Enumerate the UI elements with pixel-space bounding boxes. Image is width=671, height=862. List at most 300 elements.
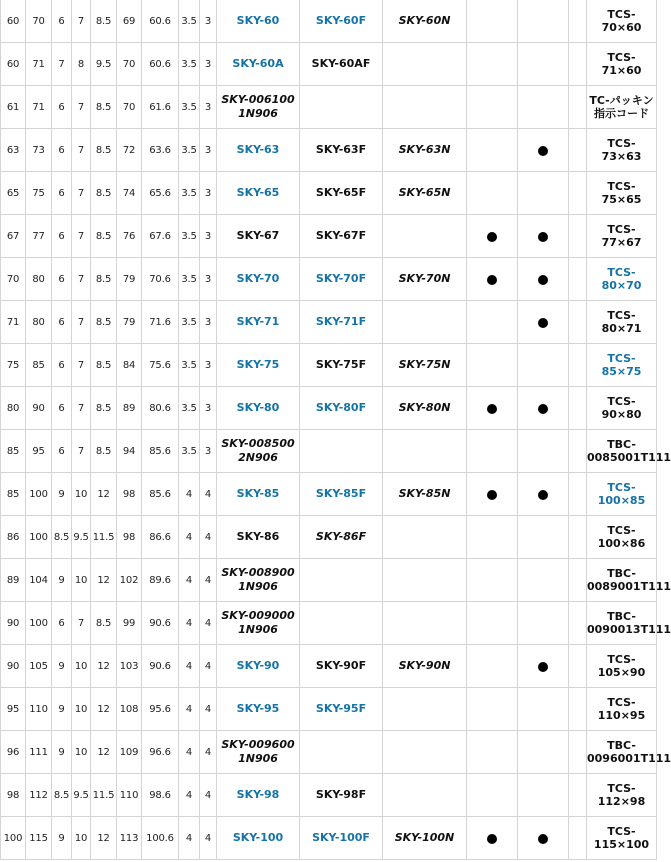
dimension-cell: 90 bbox=[1, 645, 26, 688]
availability-cell bbox=[518, 774, 569, 817]
dimension-cell: 100 bbox=[26, 516, 52, 559]
availability-cell bbox=[518, 430, 569, 473]
availability-cell bbox=[467, 645, 518, 688]
dimension-cell: 10 bbox=[72, 688, 91, 731]
model-link[interactable]: SKY-98 bbox=[236, 788, 280, 801]
blank-cell bbox=[569, 688, 587, 731]
table-row bbox=[1, 688, 657, 731]
table-row bbox=[1, 258, 657, 301]
dimension-cell: 8.5 bbox=[52, 774, 72, 817]
model-label: SKY-86 bbox=[236, 530, 280, 543]
dimension-cell: 12 bbox=[91, 645, 117, 688]
availability-cell bbox=[518, 0, 569, 43]
model-link[interactable]: SKY-63 bbox=[236, 143, 280, 156]
tc-code-cell[interactable] bbox=[587, 473, 657, 516]
availability-cell bbox=[467, 129, 518, 172]
blank-cell bbox=[569, 0, 587, 43]
dimension-cell: 75.6 bbox=[142, 344, 179, 387]
dimension-cell: 4 bbox=[179, 688, 200, 731]
tc-code-line: 100×86 bbox=[597, 537, 646, 550]
dimension-cell: 65.6 bbox=[142, 172, 179, 215]
model-cell bbox=[300, 430, 383, 473]
model-label: SKY-90F bbox=[315, 659, 367, 672]
dimension-cell: 98 bbox=[117, 516, 142, 559]
dimension-cell: 8.5 bbox=[91, 430, 117, 473]
dimension-cell: 7 bbox=[72, 129, 91, 172]
model-link[interactable]: SKY-60F bbox=[315, 14, 367, 27]
model-cell[interactable] bbox=[217, 774, 300, 817]
dimension-cell: 99 bbox=[117, 602, 142, 645]
model-link[interactable]: SKY-75 bbox=[236, 358, 280, 371]
dimension-cell: 8 bbox=[72, 43, 91, 86]
dimension-cell: 70 bbox=[26, 0, 52, 43]
model-cell[interactable] bbox=[300, 473, 383, 516]
dimension-cell: 4 bbox=[200, 645, 217, 688]
model-cell[interactable] bbox=[300, 817, 383, 860]
dimension-cell: 98 bbox=[117, 473, 142, 516]
dimension-cell: 61 bbox=[1, 86, 26, 129]
tc-code-line[interactable]: 80×70 bbox=[601, 279, 642, 292]
tc-code-line[interactable]: TCS- bbox=[607, 352, 636, 365]
dimension-cell: 4 bbox=[179, 817, 200, 860]
model-cell bbox=[217, 86, 300, 129]
model-cell bbox=[383, 516, 467, 559]
model-cell bbox=[300, 215, 383, 258]
dimension-cell: 6 bbox=[52, 86, 72, 129]
dimension-cell: 102 bbox=[117, 559, 142, 602]
dimension-cell: 100 bbox=[1, 817, 26, 860]
dimension-cell: 85.6 bbox=[142, 473, 179, 516]
model-cell[interactable] bbox=[217, 645, 300, 688]
dimension-cell: 85 bbox=[1, 430, 26, 473]
dimension-cell: 3.5 bbox=[179, 301, 200, 344]
dimension-cell: 7 bbox=[72, 0, 91, 43]
dimension-cell: 95 bbox=[26, 430, 52, 473]
dimension-cell: 70 bbox=[1, 258, 26, 301]
availability-cell bbox=[467, 344, 518, 387]
dimension-cell: 72 bbox=[117, 129, 142, 172]
blank-cell bbox=[569, 774, 587, 817]
table-row bbox=[1, 559, 657, 602]
dimension-cell: 74 bbox=[117, 172, 142, 215]
tc-code-line: TCS- bbox=[607, 696, 636, 709]
model-label: SKY-0061001N906 bbox=[221, 93, 295, 120]
dimension-cell: 8.5 bbox=[91, 129, 117, 172]
model-cell bbox=[217, 731, 300, 774]
dimension-cell: 3.5 bbox=[179, 344, 200, 387]
model-label: SKY-75N bbox=[398, 358, 451, 371]
model-cell[interactable] bbox=[217, 258, 300, 301]
dimension-cell: 71 bbox=[1, 301, 26, 344]
availability-cell bbox=[467, 602, 518, 645]
dimension-cell: 4 bbox=[200, 688, 217, 731]
dimension-cell: 7 bbox=[72, 86, 91, 129]
tc-code-line: TBC- bbox=[607, 567, 636, 580]
model-cell bbox=[383, 129, 467, 172]
filled-circle-icon bbox=[538, 146, 548, 156]
model-cell bbox=[383, 602, 467, 645]
model-link[interactable]: SKY-90 bbox=[236, 659, 280, 672]
availability-cell bbox=[518, 559, 569, 602]
dimension-cell: 63 bbox=[1, 129, 26, 172]
dimension-cell: 4 bbox=[200, 516, 217, 559]
blank-cell bbox=[569, 344, 587, 387]
model-cell bbox=[300, 129, 383, 172]
dimension-cell: 11.5 bbox=[91, 774, 117, 817]
tc-code-cell bbox=[587, 774, 657, 817]
dimension-cell: 7 bbox=[72, 215, 91, 258]
filled-circle-icon bbox=[538, 232, 548, 242]
dimension-cell: 3.5 bbox=[179, 387, 200, 430]
model-cell bbox=[300, 43, 383, 86]
blank-cell bbox=[569, 602, 587, 645]
availability-cell bbox=[467, 86, 518, 129]
tc-code-cell bbox=[587, 43, 657, 86]
availability-cell bbox=[467, 43, 518, 86]
model-link[interactable]: SKY-80 bbox=[236, 401, 280, 414]
dimension-cell: 3 bbox=[200, 172, 217, 215]
model-label: SKY-60AF bbox=[311, 57, 371, 70]
availability-cell bbox=[518, 645, 569, 688]
dimension-cell: 9 bbox=[52, 645, 72, 688]
tc-code-line: TCS- bbox=[607, 524, 636, 537]
dimension-cell: 6 bbox=[52, 301, 72, 344]
dimension-cell: 8.5 bbox=[91, 387, 117, 430]
tc-code-cell bbox=[587, 688, 657, 731]
model-cell[interactable] bbox=[217, 43, 300, 86]
availability-cell bbox=[467, 817, 518, 860]
table-row bbox=[1, 817, 657, 860]
model-cell bbox=[383, 172, 467, 215]
dimension-cell: 103 bbox=[117, 645, 142, 688]
model-cell bbox=[300, 774, 383, 817]
model-cell bbox=[300, 645, 383, 688]
model-link[interactable]: SKY-71F bbox=[315, 315, 367, 328]
model-cell bbox=[383, 0, 467, 43]
dimension-cell: 70 bbox=[117, 43, 142, 86]
tc-code-line: TBC- bbox=[607, 610, 636, 623]
blank-cell bbox=[569, 258, 587, 301]
tc-code-cell bbox=[587, 645, 657, 688]
dimension-cell: 104 bbox=[26, 559, 52, 602]
dimension-cell: 3 bbox=[200, 129, 217, 172]
model-label: SKY-0089001N906 bbox=[221, 566, 295, 593]
dimension-cell: 80 bbox=[26, 258, 52, 301]
model-cell[interactable] bbox=[217, 387, 300, 430]
model-label: SKY-90N bbox=[398, 659, 451, 672]
model-label: SKY-67 bbox=[236, 229, 280, 242]
availability-cell bbox=[467, 387, 518, 430]
dimension-cell: 70.6 bbox=[142, 258, 179, 301]
dimension-cell: 95.6 bbox=[142, 688, 179, 731]
dimension-cell: 86 bbox=[1, 516, 26, 559]
model-link[interactable]: SKY-100F bbox=[312, 831, 370, 844]
dimension-cell: 6 bbox=[52, 215, 72, 258]
dimension-cell: 8.5 bbox=[91, 215, 117, 258]
dimension-cell: 3 bbox=[200, 43, 217, 86]
dimension-cell: 90.6 bbox=[142, 602, 179, 645]
dimension-cell: 112 bbox=[26, 774, 52, 817]
model-cell bbox=[383, 43, 467, 86]
dimension-cell: 96 bbox=[1, 731, 26, 774]
dimension-cell: 84 bbox=[117, 344, 142, 387]
dimension-cell: 71.6 bbox=[142, 301, 179, 344]
tc-code-line: TCS- bbox=[607, 309, 636, 322]
tc-code-cell bbox=[587, 731, 671, 774]
dimension-cell: 90 bbox=[1, 602, 26, 645]
dimension-cell: 3.5 bbox=[179, 258, 200, 301]
model-link[interactable]: SKY-100 bbox=[232, 831, 284, 844]
model-link[interactable]: SKY-95F bbox=[315, 702, 367, 715]
dimension-cell: 89 bbox=[117, 387, 142, 430]
tc-code-line: 115×100 bbox=[593, 838, 650, 851]
model-cell[interactable] bbox=[300, 301, 383, 344]
dimension-cell: 3 bbox=[200, 86, 217, 129]
tc-code-line[interactable]: TCS- bbox=[607, 266, 636, 279]
model-cell bbox=[383, 258, 467, 301]
dimension-cell: 12 bbox=[91, 688, 117, 731]
dimension-cell: 113 bbox=[117, 817, 142, 860]
dimension-cell: 95 bbox=[1, 688, 26, 731]
model-cell[interactable] bbox=[217, 0, 300, 43]
dimension-cell: 3 bbox=[200, 215, 217, 258]
dimension-cell: 6 bbox=[52, 172, 72, 215]
dimension-cell: 61.6 bbox=[142, 86, 179, 129]
model-link[interactable]: SKY-65 bbox=[236, 186, 280, 199]
model-link[interactable]: SKY-60 bbox=[236, 14, 280, 27]
model-cell[interactable] bbox=[300, 0, 383, 43]
table-row bbox=[1, 387, 657, 430]
dimension-cell: 4 bbox=[179, 645, 200, 688]
dimension-cell: 7 bbox=[72, 258, 91, 301]
table-row bbox=[1, 43, 657, 86]
availability-cell bbox=[518, 473, 569, 516]
table-row bbox=[1, 516, 657, 559]
dimension-cell: 6 bbox=[52, 344, 72, 387]
model-cell[interactable] bbox=[217, 172, 300, 215]
filled-circle-icon bbox=[487, 404, 497, 414]
table-row bbox=[1, 129, 657, 172]
model-cell[interactable] bbox=[217, 688, 300, 731]
model-label: SKY-86F bbox=[315, 530, 367, 543]
dimension-cell: 9 bbox=[52, 559, 72, 602]
blank-cell bbox=[569, 473, 587, 516]
filled-circle-icon bbox=[538, 490, 548, 500]
availability-cell bbox=[518, 301, 569, 344]
filled-circle-icon bbox=[487, 275, 497, 285]
dimension-cell: 76 bbox=[117, 215, 142, 258]
model-label: SKY-75F bbox=[315, 358, 367, 371]
tc-code-cell bbox=[587, 387, 657, 430]
table-row bbox=[1, 774, 657, 817]
tc-code-line: 73×63 bbox=[601, 150, 642, 163]
availability-cell bbox=[467, 0, 518, 43]
dimension-cell: 12 bbox=[91, 559, 117, 602]
dimension-cell: 10 bbox=[72, 473, 91, 516]
dimension-cell: 3.5 bbox=[179, 86, 200, 129]
tc-code-line: TCS- bbox=[607, 223, 636, 236]
model-cell bbox=[383, 387, 467, 430]
dimension-cell: 89.6 bbox=[142, 559, 179, 602]
dimension-cell: 77 bbox=[26, 215, 52, 258]
model-label: SKY-65F bbox=[315, 186, 367, 199]
dimension-cell: 7 bbox=[72, 344, 91, 387]
availability-cell bbox=[467, 559, 518, 602]
dimension-cell: 4 bbox=[200, 559, 217, 602]
dimension-cell: 8.5 bbox=[91, 344, 117, 387]
availability-cell bbox=[518, 731, 569, 774]
dimension-cell: 12 bbox=[91, 473, 117, 516]
model-link[interactable]: SKY-60A bbox=[232, 57, 284, 70]
dimension-cell: 9 bbox=[52, 473, 72, 516]
model-link[interactable]: SKY-95 bbox=[236, 702, 280, 715]
dimension-cell: 9.5 bbox=[72, 774, 91, 817]
model-link[interactable]: SKY-70F bbox=[315, 272, 367, 285]
availability-cell bbox=[467, 774, 518, 817]
tc-code-line: 80×71 bbox=[601, 322, 642, 335]
dimension-cell: 8.5 bbox=[91, 301, 117, 344]
model-cell[interactable] bbox=[217, 301, 300, 344]
availability-cell bbox=[467, 516, 518, 559]
availability-cell bbox=[518, 258, 569, 301]
tc-code-line: TCS- bbox=[607, 395, 636, 408]
blank-cell bbox=[569, 301, 587, 344]
model-cell[interactable] bbox=[300, 688, 383, 731]
tc-code-line: TCS- bbox=[607, 653, 636, 666]
tc-code-cell bbox=[587, 172, 657, 215]
filled-circle-icon bbox=[538, 318, 548, 328]
availability-cell bbox=[467, 215, 518, 258]
tc-code-line[interactable]: TCS- bbox=[607, 481, 636, 494]
dimension-cell: 9 bbox=[52, 688, 72, 731]
blank-cell bbox=[569, 731, 587, 774]
availability-cell bbox=[467, 172, 518, 215]
availability-cell bbox=[467, 301, 518, 344]
dimension-cell: 63.6 bbox=[142, 129, 179, 172]
model-cell[interactable] bbox=[300, 387, 383, 430]
tc-code-cell[interactable] bbox=[587, 344, 657, 387]
dimension-cell: 4 bbox=[200, 473, 217, 516]
tc-code-line: TCS- bbox=[607, 137, 636, 150]
model-label: SKY-85N bbox=[398, 487, 451, 500]
availability-cell bbox=[518, 387, 569, 430]
model-cell bbox=[217, 430, 300, 473]
dimension-cell: 115 bbox=[26, 817, 52, 860]
dimension-cell: 4 bbox=[179, 473, 200, 516]
tc-code-cell bbox=[587, 516, 657, 559]
model-cell bbox=[300, 559, 383, 602]
tc-code-line: TCS- bbox=[607, 782, 636, 795]
dimension-cell: 60.6 bbox=[142, 0, 179, 43]
dimension-cell: 70 bbox=[117, 86, 142, 129]
dimension-cell: 4 bbox=[200, 817, 217, 860]
dimension-cell: 79 bbox=[117, 258, 142, 301]
tc-code-line: 77×67 bbox=[601, 236, 642, 249]
blank-cell bbox=[569, 129, 587, 172]
model-cell bbox=[300, 344, 383, 387]
dimension-cell: 100.6 bbox=[142, 817, 179, 860]
model-link[interactable]: SKY-85F bbox=[315, 487, 367, 500]
tc-code-cell bbox=[587, 86, 657, 129]
tc-code-cell bbox=[587, 301, 657, 344]
tc-code-line: TCS- bbox=[607, 825, 636, 838]
availability-cell bbox=[467, 731, 518, 774]
tc-code-line: TBC- bbox=[607, 739, 636, 752]
filled-circle-icon bbox=[538, 275, 548, 285]
model-cell bbox=[383, 430, 467, 473]
availability-cell bbox=[518, 215, 569, 258]
dimension-cell: 4 bbox=[179, 559, 200, 602]
model-cell bbox=[383, 301, 467, 344]
dimension-cell: 8.5 bbox=[52, 516, 72, 559]
model-cell[interactable] bbox=[217, 473, 300, 516]
model-cell[interactable] bbox=[300, 258, 383, 301]
model-link[interactable]: SKY-80F bbox=[315, 401, 367, 414]
dimension-cell: 7 bbox=[72, 172, 91, 215]
model-cell bbox=[383, 559, 467, 602]
dimension-cell: 80.6 bbox=[142, 387, 179, 430]
filled-circle-icon bbox=[487, 490, 497, 500]
dimension-cell: 3 bbox=[200, 430, 217, 473]
table-row bbox=[1, 0, 657, 43]
model-cell bbox=[383, 731, 467, 774]
tc-code-line: 112×98 bbox=[597, 795, 646, 808]
blank-cell bbox=[569, 645, 587, 688]
dimension-cell: 10 bbox=[72, 645, 91, 688]
availability-cell bbox=[518, 172, 569, 215]
dimension-cell: 4 bbox=[179, 774, 200, 817]
blank-cell bbox=[569, 516, 587, 559]
blank-cell bbox=[569, 430, 587, 473]
dimension-cell: 9.5 bbox=[72, 516, 91, 559]
blank-cell bbox=[569, 86, 587, 129]
availability-cell bbox=[467, 430, 518, 473]
dimension-cell: 10 bbox=[72, 731, 91, 774]
dimension-cell: 7 bbox=[72, 430, 91, 473]
tc-code-line: TCS- bbox=[607, 180, 636, 193]
tc-code-line[interactable]: 100×85 bbox=[597, 494, 646, 507]
model-cell bbox=[383, 86, 467, 129]
model-cell bbox=[217, 602, 300, 645]
model-cell bbox=[383, 645, 467, 688]
table-row bbox=[1, 430, 657, 473]
dimension-cell: 85.6 bbox=[142, 430, 179, 473]
model-cell bbox=[217, 516, 300, 559]
model-cell[interactable] bbox=[217, 344, 300, 387]
model-cell[interactable] bbox=[217, 817, 300, 860]
dimension-cell: 3 bbox=[200, 301, 217, 344]
dimension-cell: 8.5 bbox=[91, 258, 117, 301]
dimension-cell: 3.5 bbox=[179, 172, 200, 215]
filled-circle-icon bbox=[538, 834, 548, 844]
model-cell bbox=[217, 559, 300, 602]
model-link[interactable]: SKY-71 bbox=[236, 315, 280, 328]
dimension-cell: 7 bbox=[72, 387, 91, 430]
tc-code-line: TC-パッキン bbox=[589, 94, 654, 107]
dimension-cell: 60 bbox=[1, 0, 26, 43]
model-link[interactable]: SKY-85 bbox=[236, 487, 280, 500]
dimension-cell: 98 bbox=[1, 774, 26, 817]
tc-code-line[interactable]: 85×75 bbox=[601, 365, 642, 378]
model-link[interactable]: SKY-70 bbox=[236, 272, 280, 285]
tc-code-cell[interactable] bbox=[587, 258, 657, 301]
dimension-cell: 3 bbox=[200, 344, 217, 387]
filled-circle-icon bbox=[487, 232, 497, 242]
model-cell bbox=[383, 344, 467, 387]
model-label: SKY-0090001N906 bbox=[221, 609, 295, 636]
model-cell[interactable] bbox=[217, 129, 300, 172]
tc-code-line: 0096001T111 bbox=[587, 752, 671, 765]
